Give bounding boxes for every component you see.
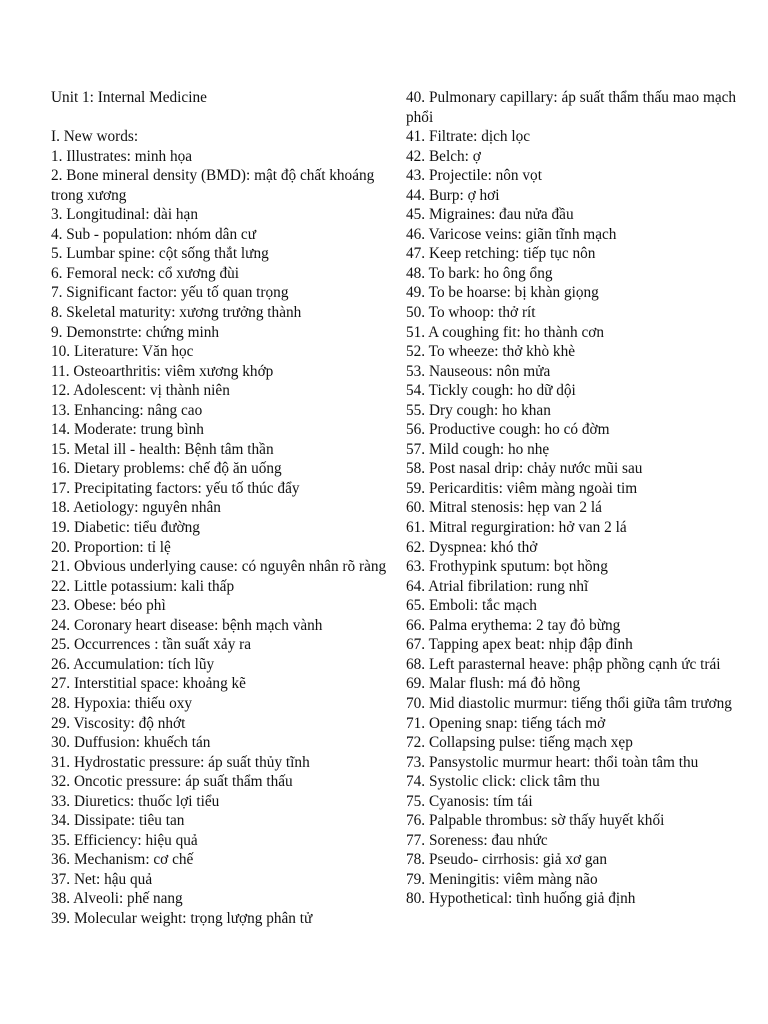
blank-line: [51, 108, 399, 128]
vocab-entry: 71. Opening snap: tiếng tách mở: [406, 714, 606, 732]
vocab-entry: 45. Migraines: đau nửa đầu: [406, 206, 574, 224]
vocab-entry: 46. Varicose veins: giãn tĩnh mạch: [406, 225, 617, 243]
vocab-entry: 47. Keep retching: tiếp tục nôn: [406, 245, 596, 263]
vocab-entry: 51. A coughing fit: ho thành cơn: [406, 323, 605, 341]
vocab-entry: 25. Occurrences : tần suất xảy ra: [51, 636, 252, 654]
vocab-entry: 75. Cyanosis: tím tái: [406, 792, 533, 810]
vocab-entry: 36. Mechanism: cơ chế: [51, 851, 194, 869]
vocab-entry: 3. Longitudinal: dài hạn: [51, 206, 198, 224]
vocab-entry: 9. Demonstrte: chứng minh: [51, 323, 220, 341]
vocab-entry: 28. Hypoxia: thiếu oxy: [51, 694, 193, 712]
vocab-entry: 72. Collapsing pulse: tiếng mạch xẹp: [406, 734, 633, 752]
unit-title: Unit 1: Internal Medicine: [51, 89, 207, 106]
vocab-entry: 13. Enhancing: nâng cao: [51, 401, 203, 419]
left-column: [51, 88, 399, 929]
vocab-entry: 29. Viscosity: độ nhớt: [51, 714, 186, 732]
vocab-entry: 18. Aetiology: nguyên nhân: [51, 499, 221, 517]
vocab-entry: 64. Atrial fibrilation: rung nhĩ: [406, 577, 589, 595]
vocab-entry: 50. To whoop: thở rít: [406, 304, 536, 322]
vocab-entry: 63. Frothypink sputum: bọt hồng: [406, 558, 608, 576]
vocab-entry: 54. Tickly cough: ho dữ dội: [406, 382, 576, 400]
vocab-entry: 52. To wheeze: thở khò khè: [406, 343, 576, 361]
vocab-entry: 21. Obvious underlying cause: có nguyên nhân rõ ràng: [51, 558, 387, 576]
vocab-entry: 41. Filtrate: dịch lọc: [406, 128, 531, 146]
vocab-entry: 17. Precipitating factors: yếu tố thúc đẩy: [51, 479, 300, 497]
vocab-entry: 5. Lumbar spine: cột sống thắt lưng: [51, 245, 269, 263]
vocab-entry: 2. Bone mineral density (BMD): mật độ chất khoáng trong xương: [51, 167, 375, 204]
vocab-entry: 19. Diabetic: tiểu đường: [51, 519, 200, 537]
vocab-entry: 38. Alveoli: phế nang: [51, 890, 183, 908]
vocab-entry: 12. Adolescent: vị thành niên: [51, 382, 230, 400]
vocab-entry: 37. Net: hậu quả: [51, 870, 153, 888]
vocab-entry: 59. Pericarditis: viêm màng ngoài tim: [406, 479, 638, 497]
right-column: [406, 88, 746, 909]
vocab-entry: 1. Illustrates: minh họa: [51, 147, 193, 165]
vocab-entry: 48. To bark: ho ông ổng: [406, 264, 553, 282]
vocab-entry: 53. Nauseous: nôn mửa: [406, 362, 551, 380]
vocab-entry: 58. Post nasal drip: chảy nước mũi sau: [406, 460, 643, 478]
vocab-entry: 4. Sub - population: nhóm dân cư: [51, 225, 257, 243]
vocab-entry: 61. Mitral regurgiration: hở van 2 lá: [406, 519, 627, 537]
vocab-entry: 80. Hypothetical: tình huống giả định: [406, 890, 636, 908]
vocab-entry: 70. Mid diastolic murmur: tiếng thổi giữa tâm trương: [406, 694, 732, 712]
vocab-entry: 78. Pseudo- cirrhosis: giả xơ gan: [406, 851, 607, 869]
vocab-entry: 23. Obese: béo phì: [51, 597, 166, 615]
vocab-entry: 8. Skeletal maturity: xương trưởng thành: [51, 304, 302, 322]
vocab-entry: 6. Femoral neck: cổ xương đùi: [51, 264, 240, 282]
vocab-entry: 27. Interstitial space: khoảng kẽ: [51, 675, 246, 693]
vocab-entry: 55. Dry cough: ho khan: [406, 401, 551, 419]
vocab-entry: 74. Systolic click: click tâm thu: [406, 773, 600, 791]
vocab-entry: 33. Diuretics: thuốc lợi tiểu: [51, 792, 220, 810]
vocab-entry: 65. Emboli: tắc mạch: [406, 597, 537, 615]
vocab-entry: 77. Soreness: đau nhức: [406, 831, 548, 849]
vocab-entry: 39. Molecular weight: trọng lượng phân tử: [51, 909, 313, 927]
vocab-entry: 44. Burp: ợ hơi: [406, 186, 500, 204]
vocab-entry: 49. To be hoarse: bị khàn giọng: [406, 284, 599, 302]
vocab-entry: 16. Dietary problems: chế độ ăn uống: [51, 460, 282, 478]
vocab-entry: 31. Hydrostatic pressure: áp suất thủy tĩnh: [51, 753, 310, 771]
vocab-entry: 26. Accumulation: tích lũy: [51, 655, 215, 673]
vocab-entry: 42. Belch: ợ: [406, 147, 481, 165]
vocab-entry: 24. Coronary heart disease: bệnh mạch vành: [51, 616, 323, 634]
vocab-entry: 40. Pulmonary capillary: áp suất thẩm thấu mao mạch phổi: [406, 89, 737, 126]
vocab-list-left: [51, 147, 399, 929]
vocab-entry: 15. Metal ill - health: Bệnh tâm thần: [51, 440, 274, 458]
vocab-entry: 79. Meningitis: viêm màng não: [406, 870, 598, 888]
vocab-entry: 10. Literature: Văn học: [51, 343, 194, 361]
vocab-entry: 7. Significant factor: yếu tố quan trọng: [51, 284, 289, 302]
vocab-list-right: [406, 88, 746, 909]
vocab-entry: 62. Dyspnea: khó thở: [406, 538, 538, 556]
vocab-entry: 68. Left parasternal heave: phập phồng cạnh ức trái: [406, 655, 721, 673]
vocab-entry: 43. Projectile: nôn vọt: [406, 167, 542, 185]
vocab-entry: 22. Little potassium: kali thấp: [51, 577, 235, 595]
vocab-entry: 57. Mild cough: ho nhẹ: [406, 440, 550, 458]
vocab-entry: 14. Moderate: trung bình: [51, 421, 204, 439]
vocab-entry: 69. Malar flush: má đỏ hồng: [406, 675, 581, 693]
vocab-entry: 56. Productive cough: ho có đờm: [406, 421, 610, 439]
vocab-entry: 76. Palpable thrombus: sờ thấy huyết khối: [406, 812, 665, 830]
vocab-entry: 34. Dissipate: tiêu tan: [51, 812, 185, 830]
vocab-entry: 60. Mitral stenosis: hẹp van 2 lá: [406, 499, 602, 517]
vocab-entry: 32. Oncotic pressure: áp suất thẩm thấu: [51, 773, 293, 791]
section-heading: I. New words:: [51, 128, 139, 146]
vocab-entry: 30. Duffusion: khuếch tán: [51, 734, 211, 752]
vocab-entry: 20. Proportion: tỉ lệ: [51, 538, 171, 556]
vocab-entry: 67. Tapping apex beat: nhịp đập đỉnh: [406, 636, 633, 654]
vocab-entry: 66. Palma erythema: 2 tay đỏ bừng: [406, 616, 621, 634]
vocab-entry: 35. Efficiency: hiệu quả: [51, 831, 198, 849]
vocab-entry: 11. Osteoarthritis: viêm xương khớp: [51, 362, 274, 380]
vocab-entry: 73. Pansystolic murmur heart: thổi toàn tâm thu: [406, 753, 699, 771]
